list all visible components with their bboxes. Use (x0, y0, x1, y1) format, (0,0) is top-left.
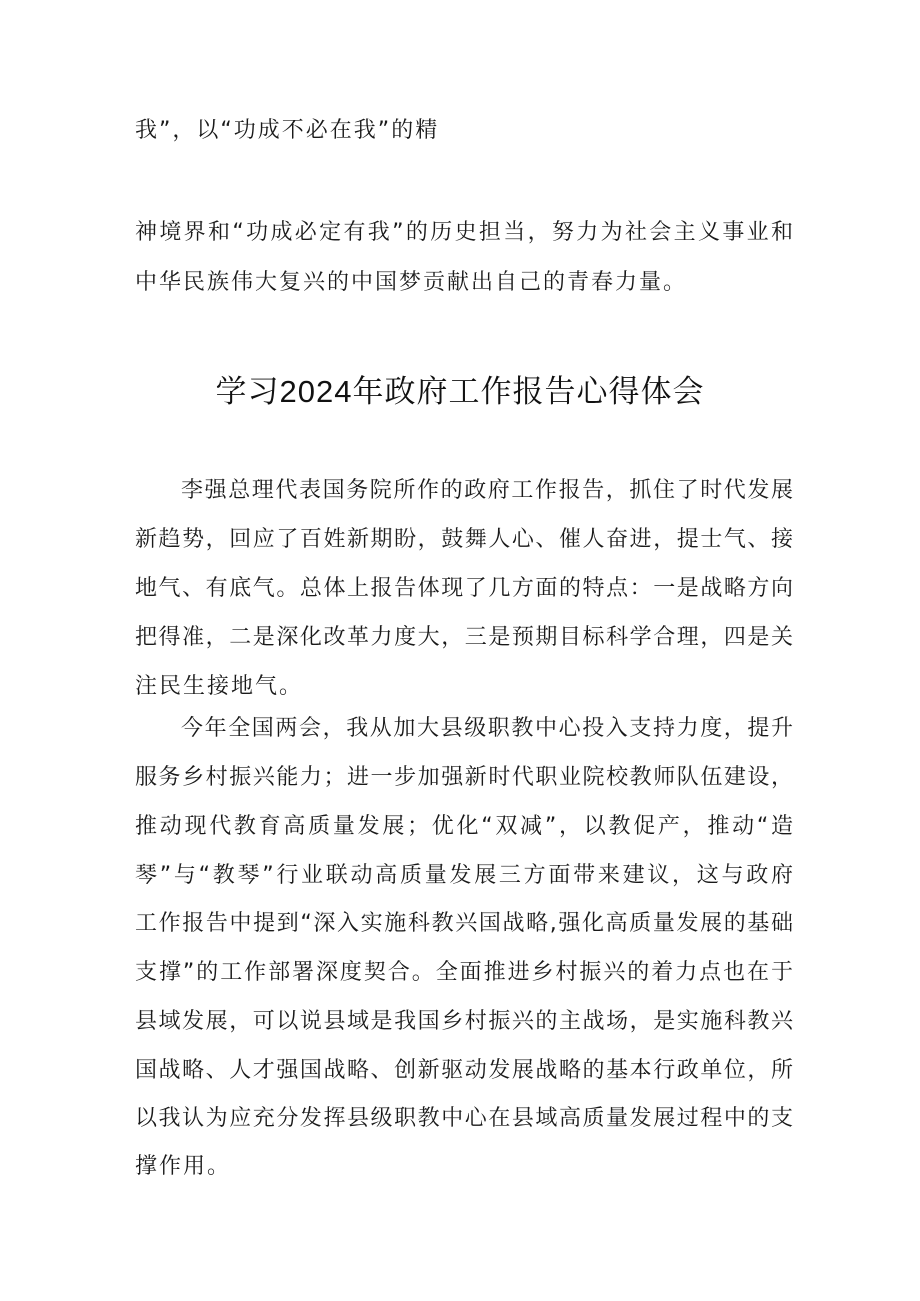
paragraph-2-line-8: 国战略、人才强国战略、创新驱动发展战略的基本行政单位，所 (135, 1058, 793, 1083)
document-title: 学习2024年政府工作报告心得体会 (215, 374, 705, 409)
paragraph-1-line-4: 把得准，二是深化改革力度大，三是预期目标科学合理，四是关 (135, 625, 793, 650)
paragraph-2-line-6: 支撑”的工作部署深度契合。全面推进乡村振兴的着力点也在于 (135, 960, 793, 985)
fragment-line-3: 中华民族伟大复兴的中国梦贡献出自己的青春力量。 (135, 270, 688, 295)
paragraph-2-line-2: 服务乡村振兴能力；进一步加强新时代职业院校教师队伍建设， (135, 765, 793, 790)
paragraph-2-line-3: 推动现代教育高质量发展；优化“双减”，以教促产，推动“造 (135, 814, 793, 839)
paragraph-1-line-3: 地气、有底气。总体上报告体现了几方面的特点：一是战略方向 (135, 576, 793, 601)
paragraph-2-line-4: 琴”与“教琴”行业联动高质量发展三方面带来建议，这与政府 (135, 863, 793, 888)
fragment-line-2: 神境界和“功成必定有我”的历史担当，努力为社会主义事业和 (135, 220, 793, 245)
fragment-line-1: 我”，以“功成不必在我”的精 (135, 118, 440, 143)
paragraph-1-line-5: 注民生接地气。 (135, 674, 304, 699)
paragraph-2-line-5: 工作报告中提到“深入实施科教兴国战略,强化高质量发展的基础 (135, 911, 793, 936)
paragraph-2-line-9: 以我认为应充分发挥县级职教中心在县域高质量发展过程中的支 (135, 1106, 793, 1131)
paragraph-2-line-1: 今年全国两会，我从加大县级职教中心投入支持力度，提升 (181, 716, 793, 741)
paragraph-1-line-1: 李强总理代表国务院所作的政府工作报告，抓住了时代发展 (181, 478, 793, 503)
paragraph-2-line-10: 撑作用。 (135, 1154, 232, 1179)
paragraph-2-line-7: 县域发展，可以说县域是我国乡村振兴的主战场，是实施科教兴 (135, 1009, 793, 1034)
paragraph-1-line-2: 新趋势，回应了百姓新期盼，鼓舞人心、催人奋进，提士气、接 (135, 527, 793, 552)
